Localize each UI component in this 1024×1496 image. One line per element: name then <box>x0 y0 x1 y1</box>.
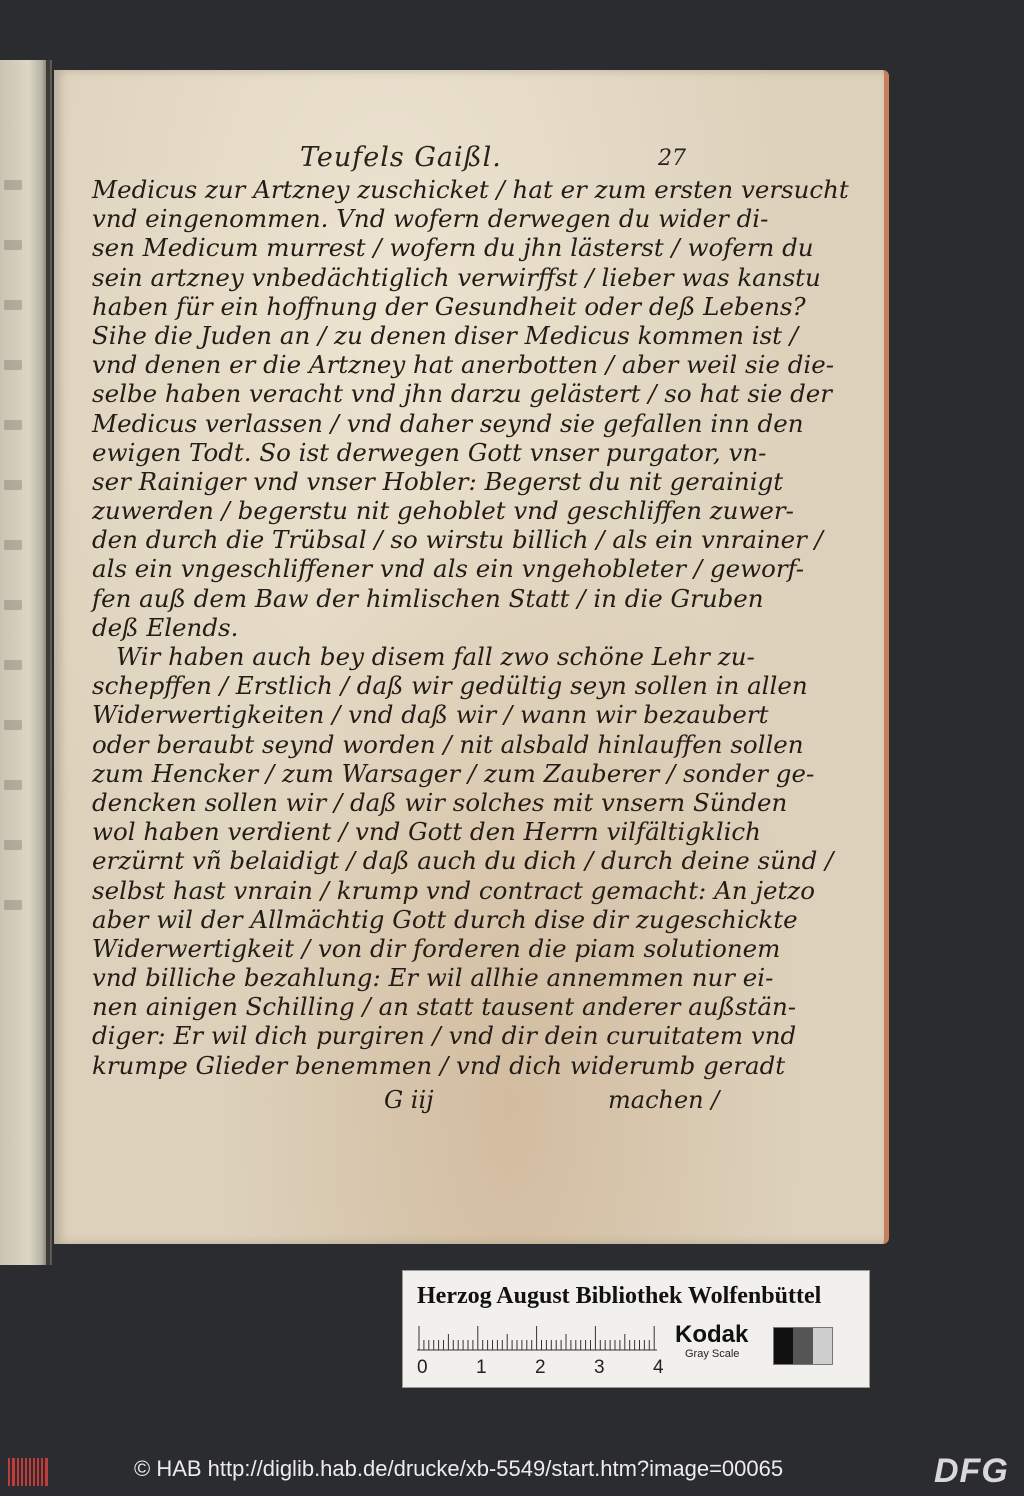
ruler-number: 2 <box>535 1357 546 1378</box>
text-line: nen ainigen Schilling / an statt tausent anderer außstän- <box>92 992 797 1022</box>
text-line: oder beraubt seynd worden / nit alsbald hinlauffen sollen <box>92 729 804 759</box>
barcode-icon <box>8 1458 48 1486</box>
text-line: fen auß dem Baw der himlischen Statt / in die Gruben <box>92 583 764 613</box>
text-line: haben für ein hoffnung der Gesundheit oder deß Lebens? <box>92 291 806 321</box>
text-line: schepffen / Erstlich / daß wir gedültig seyn sollen in allen <box>92 671 808 701</box>
book-spine <box>46 60 50 1265</box>
text-line: zuwerden / begerstu nit gehoblet vnd geschliffen zuwer- <box>92 496 794 526</box>
text-line: selbst hast vnrain / krump vnd contract gemacht: An jetzo <box>92 875 815 905</box>
text-line: selbe haben veracht vnd jhn darzu gelästert / so hat sie der <box>92 379 832 409</box>
catchword: machen / <box>608 1086 720 1114</box>
swatch-dark <box>793 1328 812 1364</box>
dfg-logo: DFG <box>934 1452 1009 1490</box>
copyright-link[interactable]: © HAB http://diglib.hab.de/drucke/xb-5549/start.htm?image=00065 <box>134 1456 784 1481</box>
swatch-black <box>774 1328 793 1364</box>
ruler-number: 1 <box>476 1357 487 1378</box>
text-line: dencken sollen wir / daß wir solches mit vnsern Sünden <box>92 787 788 817</box>
text-line: ser Rainiger vnd vnser Hobler: Begerst du nit gerainigt <box>92 466 784 496</box>
ruler-number: 0 <box>417 1357 428 1378</box>
text-line: Widerwertigkeiten / vnd daß wir / wann wir bezaubert <box>92 700 769 730</box>
text-line: ewigen Todt. So ist derwegen Gott vnser purgator, vn- <box>92 437 767 467</box>
signature-mark: G iij <box>384 1086 434 1114</box>
text-line: Wir haben auch bey disem fall zwo schöne Lehr zu- <box>116 642 755 671</box>
text-line: sein artzney vnbedächtiglich verwirffst / lieber was kanstu <box>92 262 821 292</box>
text-line: diger: Er wil dich purgiren / vnd dir dein curuitatem vnd <box>92 1021 797 1051</box>
text-line: erzürnt vñ belaidigt / daß auch du dich / durch deine sünd / <box>92 846 834 876</box>
text-line: vnd billiche bezahlung: Er wil allhie annemmen nur ei- <box>92 963 774 993</box>
library-scale-card <box>402 1270 870 1388</box>
text-line: krumpe Glieder benemmen / vnd dich widerumb geradt <box>92 1050 786 1080</box>
card-title: Herzog August Bibliothek Wolfenbüttel <box>417 1283 822 1309</box>
text-line: als ein vngeschliffener vnd als ein vngehobleter / geworf- <box>92 554 805 584</box>
ruler-scale <box>417 1325 657 1351</box>
text-line: Medicus zur Artzney zuschicket / hat er zum ersten versucht <box>92 175 849 204</box>
text-line: wol haben verdient / vnd Gott den Herrn vilfältigklich <box>92 817 761 847</box>
ruler-number: 3 <box>594 1357 605 1378</box>
footer-bar <box>0 1446 1024 1496</box>
swatch-light <box>813 1328 832 1364</box>
page-text <box>92 175 849 1080</box>
gray-scale-label: Gray Scale <box>685 1348 740 1360</box>
text-line: deß Elends. <box>92 612 239 642</box>
gray-swatches <box>773 1327 833 1365</box>
text-line: Widerwertigkeit / von dir forderen die piam solutionem <box>92 933 781 963</box>
text-line: zum Hencker / zum Warsager / zum Zauberer / sonder ge- <box>92 758 815 788</box>
text-line: vnd eingenommen. Vnd wofern derwegen du wider di- <box>92 204 769 234</box>
text-line: sen Medicum murrest / wofern du jhn lästerst / wofern du <box>92 233 814 263</box>
text-line: den durch die Trübsal / so wirstu billich / als ein vnrainer / <box>92 525 823 555</box>
kodak-logo: Kodak <box>675 1321 749 1348</box>
text-line: vnd denen er die Artzney hat anerbotten / aber weil sie die- <box>92 350 835 380</box>
text-line: aber wil der Allmächtig Gott durch dise dir zugeschickte <box>92 904 798 934</box>
text-line: Sihe die Juden an / zu denen diser Medicus kommen ist / <box>92 320 799 350</box>
text-line: Medicus verlassen / vnd daher seynd sie gefallen inn den <box>92 408 804 438</box>
ruler-number: 4 <box>653 1357 664 1378</box>
facing-page-edge <box>0 60 52 1265</box>
page-number: 27 <box>658 146 686 171</box>
running-head: Teufels Gaißl. <box>300 142 502 173</box>
